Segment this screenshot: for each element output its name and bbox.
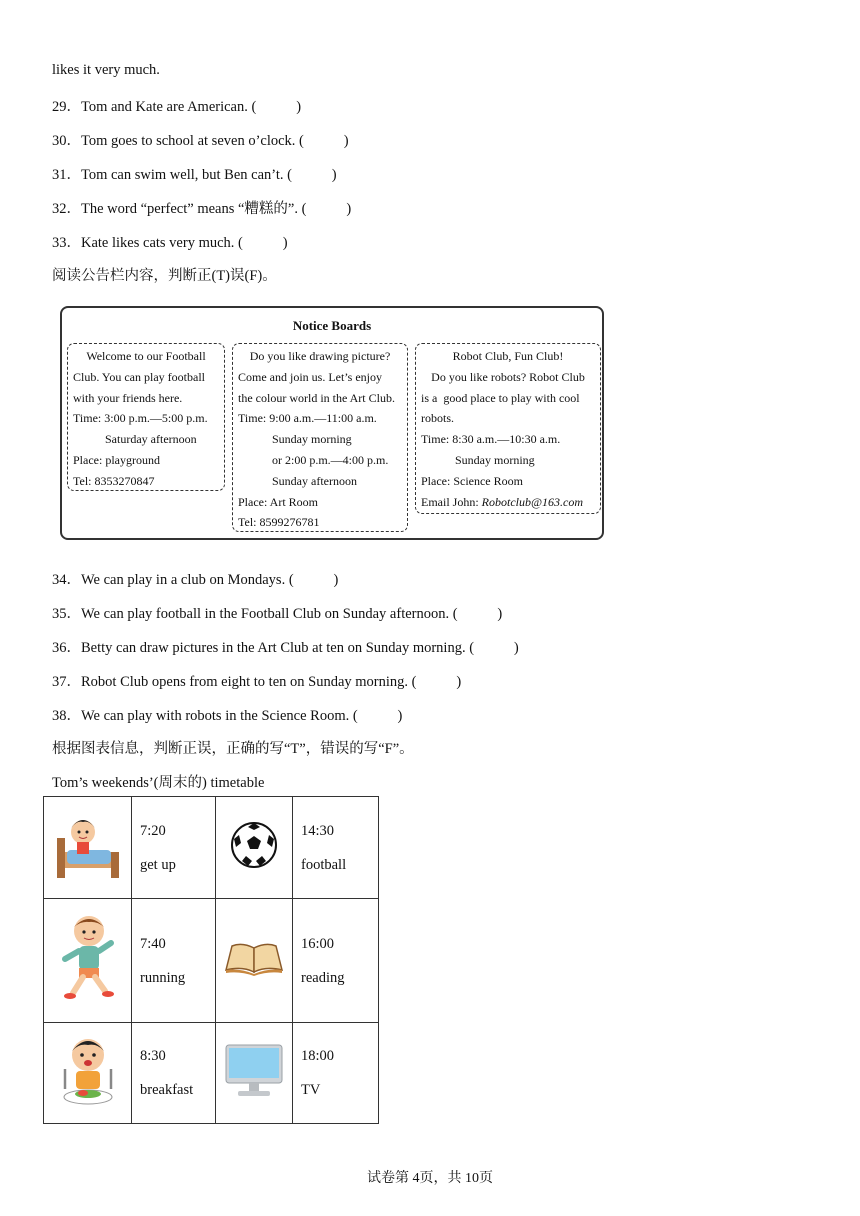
- question-text: We can play football in the Football Club on Sunday afternoon. ( ): [81, 606, 503, 622]
- activity-name: running: [140, 969, 186, 986]
- timetable-title: Tom’s weekends’(周末的) timetable: [52, 775, 265, 791]
- boy-waking-up-icon: [44, 797, 132, 899]
- notice-line: Do you like drawing picture?: [249, 349, 391, 363]
- notice-line: Tel: 8353270847: [73, 473, 155, 488]
- notice-line: Place: Art Room: [238, 494, 318, 509]
- question-number: 30．: [52, 133, 81, 149]
- question-text: Robot Club opens from eight to ten on Sunday morning. ( ): [81, 674, 462, 690]
- activity-name: football: [301, 856, 347, 873]
- notice-email-line: [421, 492, 595, 513]
- question-number: 33．: [52, 235, 81, 251]
- notice-line: Time: 3:00 p.m.—5:00 p.m.: [73, 411, 208, 426]
- notice-board: [60, 306, 604, 540]
- question-34: [52, 568, 338, 589]
- notice-board-title: Notice Boards: [292, 318, 372, 333]
- question-number: 36．: [52, 640, 81, 656]
- instruction-notice: 阅读公告栏内容，判断正(T)误(F)。: [52, 268, 277, 284]
- notice-line: Club. You can play football: [73, 369, 205, 384]
- notice-line: Tel: 8599276781: [238, 515, 320, 530]
- notice-line: or 2:00 p.m.—4:00 p.m.: [272, 452, 389, 467]
- notice-line: Sunday morning: [455, 452, 535, 467]
- notice-line: Do you like robots? Robot Club: [431, 369, 585, 384]
- notice-line: Time: 9:00 a.m.—11:00 a.m.: [238, 411, 377, 426]
- notice-line: Come and join us. Let’s enjoy: [238, 369, 382, 384]
- question-35: [52, 602, 502, 623]
- notice-line: Welcome to our Football: [86, 349, 206, 363]
- question-number: 29．: [52, 99, 81, 115]
- question-number: 31．: [52, 167, 81, 183]
- page-footer: 试卷第 4页，共 10页: [367, 1171, 493, 1186]
- question-37: [52, 670, 461, 691]
- question-text: Kate likes cats very much. ( ): [81, 235, 288, 251]
- tv-monitor-icon: [216, 1023, 293, 1124]
- football-club-notice: [67, 343, 225, 491]
- notice-line: is a good place to play with cool: [421, 390, 580, 405]
- notice-line: Sunday afternoon: [272, 473, 357, 488]
- question-text: The word “perfect” means “糟糕的”. ( ): [81, 201, 352, 217]
- question-number: 34．: [52, 572, 81, 588]
- table-row: [44, 1023, 379, 1124]
- question-text: Tom and Kate are American. ( ): [81, 99, 302, 115]
- robot-club-notice: [415, 343, 601, 514]
- activity-name: breakfast: [140, 1082, 194, 1098]
- soccer-ball-icon: [216, 797, 293, 899]
- activity-time: 7:40: [140, 935, 166, 952]
- question-number: 37．: [52, 674, 81, 690]
- question-number: 38．: [52, 708, 81, 724]
- notice-line: Place: Science Room: [421, 473, 523, 488]
- question-text: We can play with robots in the Science Room. ( ): [81, 708, 403, 724]
- notice-line: Sunday morning: [272, 432, 352, 447]
- question-31: [52, 163, 337, 184]
- table-cell: [293, 797, 379, 899]
- notice-line: Robot Club, Fun Club!: [452, 349, 564, 363]
- question-text: Tom goes to school at seven o’clock. ( ): [81, 133, 349, 149]
- continued-text: likes it very much.: [52, 62, 160, 78]
- activity-time: 7:20: [140, 822, 166, 839]
- question-32: [52, 197, 351, 218]
- activity-time: 14:30: [301, 822, 335, 839]
- notice-line: the colour world in the Art Club.: [238, 390, 395, 405]
- table-cell: [293, 899, 379, 1023]
- question-29: [52, 95, 301, 116]
- notice-line: Time: 8:30 a.m.—10:30 a.m.: [421, 432, 561, 447]
- boy-eating-icon: [44, 1023, 132, 1124]
- question-text: Tom can swim well, but Ben can’t. ( ): [81, 167, 337, 183]
- table-cell: [132, 899, 216, 1023]
- notice-line: with your friends here.: [73, 390, 183, 405]
- activity-name: TV: [301, 1082, 321, 1098]
- activity-name: reading: [301, 969, 345, 986]
- question-38: [52, 704, 402, 725]
- question-36: [52, 636, 519, 657]
- activity-time: 8:30: [140, 1048, 166, 1064]
- table-row: [44, 899, 379, 1023]
- activity-name: get up: [140, 856, 176, 873]
- question-number: 32．: [52, 201, 81, 217]
- activity-time: 16:00: [301, 935, 335, 952]
- notice-line: robots.: [421, 411, 454, 426]
- question-33: [52, 231, 288, 252]
- table-row: [44, 797, 379, 899]
- question-text: Betty can draw pictures in the Art Club at ten on Sunday morning. ( ): [81, 640, 519, 656]
- question-30: [52, 129, 349, 150]
- open-book-icon: [216, 899, 293, 1023]
- table-cell: [293, 1023, 379, 1124]
- instruction-timetable: 根据图表信息，判断正误，正确的写“T”，错误的写“F”。: [52, 741, 414, 757]
- email-address: Robotclub@163.com: [481, 494, 584, 509]
- question-text: We can play in a club on Mondays. ( ): [81, 572, 339, 588]
- timetable: [43, 796, 379, 1124]
- table-cell: [132, 1023, 216, 1124]
- art-club-notice: [232, 343, 408, 532]
- question-number: 35．: [52, 606, 81, 622]
- notice-line: Place: playground: [73, 452, 160, 467]
- boy-running-icon: [44, 899, 132, 1023]
- email-label: Email John:: [421, 494, 482, 509]
- activity-time: 18:00: [301, 1048, 335, 1064]
- table-cell: [132, 797, 216, 899]
- notice-line: Saturday afternoon: [105, 432, 197, 447]
